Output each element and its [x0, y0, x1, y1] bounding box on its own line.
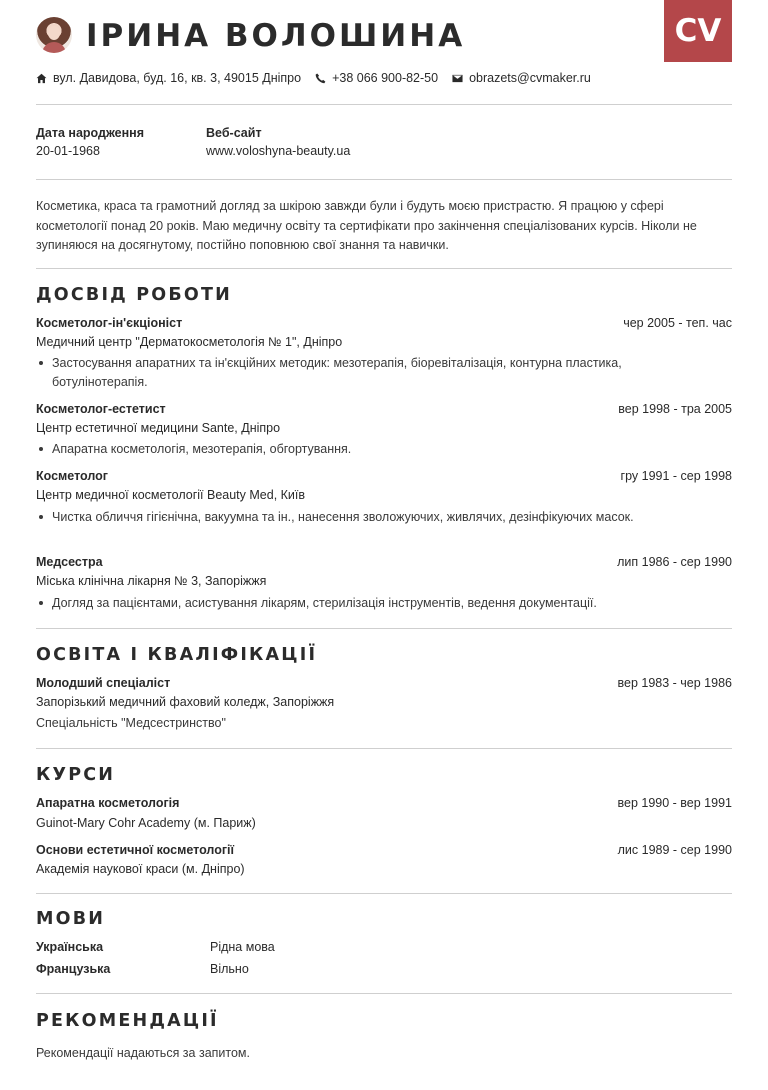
language-name: Українська — [36, 940, 104, 954]
contact-line — [36, 70, 605, 86]
section-title-experience: ДОСВІД РОБОТИ — [36, 285, 232, 305]
contact-address — [36, 71, 301, 85]
contact-email[interactable] — [452, 71, 591, 85]
envelope-icon — [452, 73, 463, 84]
birth-date-label: Дата народження — [36, 126, 144, 140]
contact-phone[interactable] — [315, 71, 438, 85]
divider — [36, 628, 732, 629]
course-name: Основи естетичної косметології — [36, 843, 235, 857]
references-text: Рекомендації надаються за запитом. — [36, 1046, 251, 1060]
divider — [36, 893, 732, 894]
birth-date-value: 20-01-1968 — [36, 144, 100, 158]
resume-page — [36, 0, 732, 1090]
divider — [36, 993, 732, 994]
email-text[interactable]: obrazets@cvmaker.ru — [469, 71, 591, 85]
website-label: Веб-сайт — [206, 126, 262, 140]
avatar — [36, 17, 72, 53]
job-bullet: Застосування апаратних та ін'єкційних методик: мезотерапія, біоревіталізація, контурна пластика, ботулінотерапія. — [36, 354, 636, 392]
course-provider: Академія наукової краси (м. Дніпро) — [36, 862, 245, 876]
website-link[interactable]: www.voloshyna-beauty.ua — [206, 144, 351, 158]
job-employer: Центр естетичної медицини Sante, Дніпро — [36, 421, 281, 435]
education-degree: Молодший спеціаліст — [36, 676, 171, 690]
course-dates: лис 1989 - сер 1990 — [617, 843, 732, 857]
job-employer: Центр медичної косметології Beauty Med, Київ — [36, 488, 306, 502]
course-provider: Guinot-Mary Cohr Academy (м. Париж) — [36, 816, 256, 830]
job-dates: лип 1986 - сер 1990 — [617, 555, 732, 569]
cv-badge: CV — [664, 0, 732, 62]
resume-header — [36, 14, 732, 56]
job-title: Косметолог — [36, 469, 108, 483]
divider — [36, 179, 732, 180]
phone-text[interactable]: +38 066 900-82-50 — [332, 71, 439, 85]
education-school: Запорізький медичний фаховий коледж, Запоріжжя — [36, 695, 335, 709]
job-employer: Міська клінічна лікарня № 3, Запоріжжя — [36, 574, 267, 588]
job-title: Медсестра — [36, 555, 103, 569]
job-title: Косметолог-ін'єкціоніст — [36, 316, 183, 330]
job-dates: вер 1998 - тра 2005 — [618, 402, 732, 416]
job-bullet: Чистка обличчя гігієнічна, вакуумна та ін., нанесення зволожуючих, живлячих, дезінфікуючих масок. — [36, 508, 636, 527]
divider — [36, 104, 732, 105]
profile-summary: Косметика, краса та грамотний догляд за шкірою завжди були і будуть моєю пристрастю. Я працюю у сфері косметології понад 20 років. Маю медичну освіту та сертифікати про закінчення спеціалізованих курсів. Ніколи не зупиняюся на досягнутому, постійно поповнюю свої знання та навички. — [36, 199, 697, 252]
job-dates: чер 2005 - теп. час — [623, 316, 732, 330]
course-name: Апаратна косметологія — [36, 796, 180, 810]
job-bullet: Апаратна косметологія, мезотерапія, обгортування. — [36, 440, 636, 459]
section-title-references: РЕКОМЕНДАЦІЇ — [36, 1011, 219, 1031]
language-name: Французька — [36, 962, 111, 976]
job-employer: Медичний центр "Дерматокосметологія № 1", Дніпро — [36, 335, 343, 349]
language-level: Рідна мова — [210, 940, 275, 954]
course-dates: вер 1990 - вер 1991 — [617, 796, 732, 810]
job-bullet: Догляд за пацієнтами, асистування лікарям, стерилізація інструментів, ведення документації. — [36, 594, 732, 613]
education-specialty: Спеціальність "Медсестринство" — [36, 716, 226, 730]
phone-icon — [315, 73, 326, 84]
address-text: вул. Давидова, буд. 16, кв. 3, 49015 Дніпро — [53, 71, 302, 85]
job-title: Косметолог-естетист — [36, 402, 166, 416]
candidate-name: ІРИНА ВОЛОШИНА — [86, 18, 466, 54]
section-title-languages: МОВИ — [36, 909, 106, 929]
job-dates: гру 1991 - сер 1998 — [620, 469, 732, 483]
section-title-education: ОСВІТА І КВАЛІФІКАЦІЇ — [36, 645, 318, 665]
education-dates: вер 1983 - чер 1986 — [617, 676, 732, 690]
divider — [36, 268, 732, 269]
divider — [36, 748, 732, 749]
home-icon — [36, 73, 47, 84]
language-level: Вільно — [210, 962, 249, 976]
section-title-courses: КУРСИ — [36, 765, 116, 785]
